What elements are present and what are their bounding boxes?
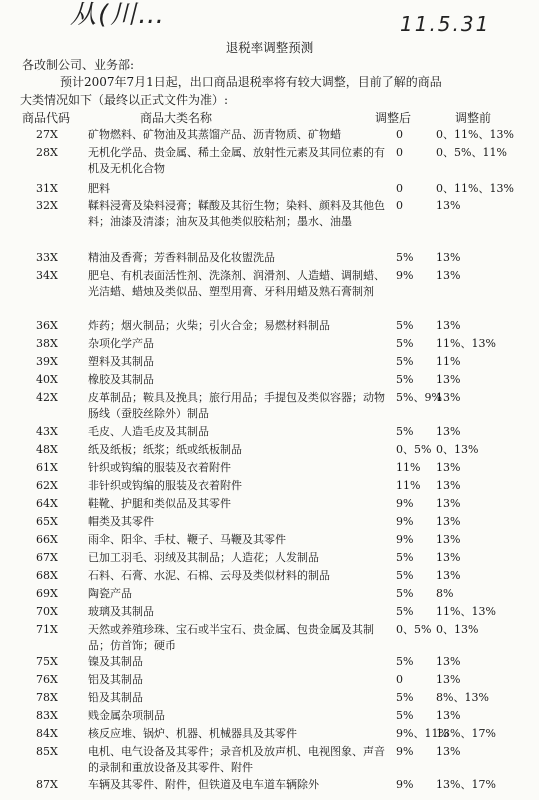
- row-code: 71X: [36, 623, 58, 636]
- row-rate-before: 0、11%、13%: [436, 182, 514, 195]
- row-name: 肥皂、有机表面活性剂、洗涤剂、润滑剂、人造蜡、调制蜡、光洁蜡、蜡烛及类似品、塑型用膏、牙科用蜡及熟石膏制剂: [88, 269, 385, 298]
- row-code: 38X: [36, 337, 58, 350]
- row-code: 39X: [36, 355, 58, 368]
- row-rate-after: 5%、9%: [396, 391, 442, 404]
- row-rate-before: 0、5%、11%: [436, 146, 507, 159]
- row-name: 炸药；烟火制品；火柴；引火合金；易燃材料制品: [88, 319, 330, 332]
- row-rate-after: 5%: [396, 551, 414, 564]
- row-rate-after: 5%: [396, 373, 414, 386]
- row-rate-before: 13%: [436, 515, 461, 528]
- row-rate-before: 13%: [436, 269, 461, 282]
- row-code: 65X: [36, 515, 58, 528]
- row-rate-after: 0: [396, 182, 403, 195]
- row-rate-after: 9%: [396, 269, 414, 282]
- row-rate-after: 0: [396, 146, 403, 159]
- row-name: 橡胶及其制品: [88, 373, 154, 386]
- row-code: 78X: [36, 691, 58, 704]
- row-code: 61X: [36, 461, 58, 474]
- row-rate-before: 13%: [436, 251, 461, 264]
- row-rate-after: 9%: [396, 497, 414, 510]
- row-name: 核反应堆、锅炉、机器、机械器具及其零件: [88, 727, 297, 740]
- row-rate-after: 5%: [396, 569, 414, 582]
- row-rate-before: 13%: [436, 479, 461, 492]
- handwritten-date: 11.5.31: [400, 12, 491, 36]
- row-name: 杂项化学产品: [88, 337, 154, 350]
- row-code: 34X: [36, 269, 58, 282]
- row-rate-before: 13%、17%: [436, 727, 496, 740]
- row-code: 42X: [36, 391, 58, 404]
- row-name: 矿物燃料、矿物油及其蒸馏产品、沥青物质、矿物蜡: [88, 128, 341, 141]
- row-rate-after: 0: [396, 128, 403, 141]
- row-rate-before: 11%、13%: [436, 605, 496, 618]
- header-after: 调整后: [375, 111, 412, 125]
- row-rate-before: 13%: [436, 709, 461, 722]
- row-code: 40X: [36, 373, 58, 386]
- row-rate-before: 11%: [436, 355, 461, 368]
- row-code: 36X: [36, 319, 58, 332]
- header-code: 商品代码: [22, 111, 71, 125]
- row-code: 31X: [36, 182, 58, 195]
- row-rate-before: 0、11%、13%: [436, 128, 514, 141]
- row-code: 87X: [36, 778, 58, 791]
- row-code: 69X: [36, 587, 58, 600]
- row-name: 天然或养殖珍珠、宝石或半宝石、贵金属、包贵金属及其制品；仿首饰；硬币: [88, 623, 374, 652]
- row-rate-after: 5%: [396, 655, 414, 668]
- row-rate-before: 13%: [436, 199, 461, 212]
- addressee: 各改制公司、业务部:: [22, 58, 135, 72]
- row-code: 85X: [36, 745, 58, 758]
- row-rate-before: 13%: [436, 569, 461, 582]
- row-name: 玻璃及其制品: [88, 605, 154, 618]
- row-code: 62X: [36, 479, 58, 492]
- row-rate-after: 5%: [396, 337, 414, 350]
- row-rate-before: 13%: [436, 745, 461, 758]
- row-rate-before: 13%: [436, 497, 461, 510]
- row-name: 非针织或钩编的服装及衣着附件: [88, 479, 242, 492]
- row-rate-before: 13%: [436, 461, 461, 474]
- row-name: 帽类及其零件: [88, 515, 154, 528]
- row-code: 43X: [36, 425, 58, 438]
- row-rate-before: 13%: [436, 391, 461, 404]
- row-rate-after: 5%: [396, 355, 414, 368]
- row-rate-before: 13%: [436, 425, 461, 438]
- row-rate-before: 13%: [436, 319, 461, 332]
- row-name: 针织或钩编的服装及衣着附件: [88, 461, 231, 474]
- row-code: 83X: [36, 709, 58, 722]
- row-code: 70X: [36, 605, 58, 618]
- row-name: 精油及香膏；芳香料制品及化妆盥洗品: [88, 251, 275, 264]
- row-rate-before: 8%: [436, 587, 454, 600]
- row-name: 肥料: [88, 182, 110, 195]
- row-rate-after: 9%、11%: [396, 727, 449, 740]
- intro-line-2: 大类情况如下（最终以正式文件为准）:: [20, 93, 229, 107]
- row-name: 皮革制品；鞍具及挽具；旅行用品；手提包及类似容器；动物肠线（蚕胶丝除外）制品: [88, 391, 385, 420]
- row-rate-after: 9%: [396, 745, 414, 758]
- row-code: 32X: [36, 199, 58, 212]
- row-rate-before: 13%: [436, 373, 461, 386]
- row-rate-after: 5%: [396, 587, 414, 600]
- row-name: 铝及其制品: [88, 673, 143, 686]
- handwritten-note-left: 从(川…: [70, 0, 167, 30]
- row-name: 雨伞、阳伞、手杖、鞭子、马鞭及其零件: [88, 533, 286, 546]
- row-rate-after: 5%: [396, 319, 414, 332]
- row-rate-after: 0、5%: [396, 623, 432, 636]
- row-name: 贱金属杂项制品: [88, 709, 165, 722]
- row-rate-before: 0、13%: [436, 623, 479, 636]
- row-rate-before: 13%: [436, 551, 461, 564]
- row-name: 毛皮、人造毛皮及其制品: [88, 425, 209, 438]
- row-code: 75X: [36, 655, 58, 668]
- row-code: 84X: [36, 727, 58, 740]
- row-name: 鞣料浸膏及染料浸膏；鞣酸及其衍生物；染料、颜料及其他色料；油漆及清漆；油灰及其他类似胶粘剂；墨水、油墨: [88, 199, 385, 228]
- row-name: 无机化学品、贵金属、稀土金属、放射性元素及其同位素的有机及无机化合物: [88, 146, 385, 175]
- row-code: 48X: [36, 443, 58, 456]
- row-rate-after: 0: [396, 673, 403, 686]
- row-rate-after: 5%: [396, 709, 414, 722]
- row-rate-after: 0、5%: [396, 443, 432, 456]
- row-rate-before: 0、13%: [436, 443, 479, 456]
- row-name: 石料、石膏、水泥、石棉、云母及类似材料的制品: [88, 569, 330, 582]
- row-rate-after: 11%: [396, 461, 421, 474]
- row-name: 铅及其制品: [88, 691, 143, 704]
- row-name: 车辆及其零件、附件，但铁道及电车道车辆除外: [88, 778, 319, 791]
- row-name: 镍及其制品: [88, 655, 143, 668]
- row-rate-after: 9%: [396, 515, 414, 528]
- row-rate-before: 13%: [436, 655, 461, 668]
- row-rate-after: 5%: [396, 691, 414, 704]
- row-code: 66X: [36, 533, 58, 546]
- header-before: 调整前: [455, 111, 492, 125]
- row-name: 已加工羽毛、羽绒及其制品；人造花；人发制品: [88, 551, 319, 564]
- row-rate-before: 13%: [436, 673, 461, 686]
- header-name: 商品大类名称: [140, 111, 213, 125]
- row-rate-before: 11%、13%: [436, 337, 496, 350]
- row-code: 27X: [36, 128, 58, 141]
- row-name: 电机、电气设备及其零件；录音机及放声机、电视图象、声音的录制和重放设备及其零件、附件: [88, 745, 385, 774]
- row-rate-after: 0: [396, 199, 403, 212]
- intro-line-1: 预计2007年7月1日起，出口商品退税率将有较大调整，目前了解的商品: [60, 75, 442, 89]
- row-name: 陶瓷产品: [88, 587, 132, 600]
- document-title: 退税率调整预测: [225, 40, 314, 55]
- row-rate-after: 5%: [396, 251, 414, 264]
- row-rate-after: 5%: [396, 605, 414, 618]
- row-rate-before: 8%、13%: [436, 691, 489, 704]
- row-code: 28X: [36, 146, 58, 159]
- row-rate-before: 13%: [436, 533, 461, 546]
- row-code: 67X: [36, 551, 58, 564]
- row-name: 塑料及其制品: [88, 355, 154, 368]
- row-code: 64X: [36, 497, 58, 510]
- row-code: 76X: [36, 673, 58, 686]
- row-name: 纸及纸板；纸浆；纸或纸板制品: [88, 443, 242, 456]
- row-rate-after: 11%: [396, 479, 421, 492]
- row-rate-after: 5%: [396, 425, 414, 438]
- row-rate-after: 9%: [396, 533, 414, 546]
- row-rate-before: 13%、17%: [436, 778, 496, 791]
- row-code: 68X: [36, 569, 58, 582]
- row-name: 鞋靴、护腿和类似品及其零件: [88, 497, 231, 510]
- row-rate-after: 9%: [396, 778, 414, 791]
- row-code: 33X: [36, 251, 58, 264]
